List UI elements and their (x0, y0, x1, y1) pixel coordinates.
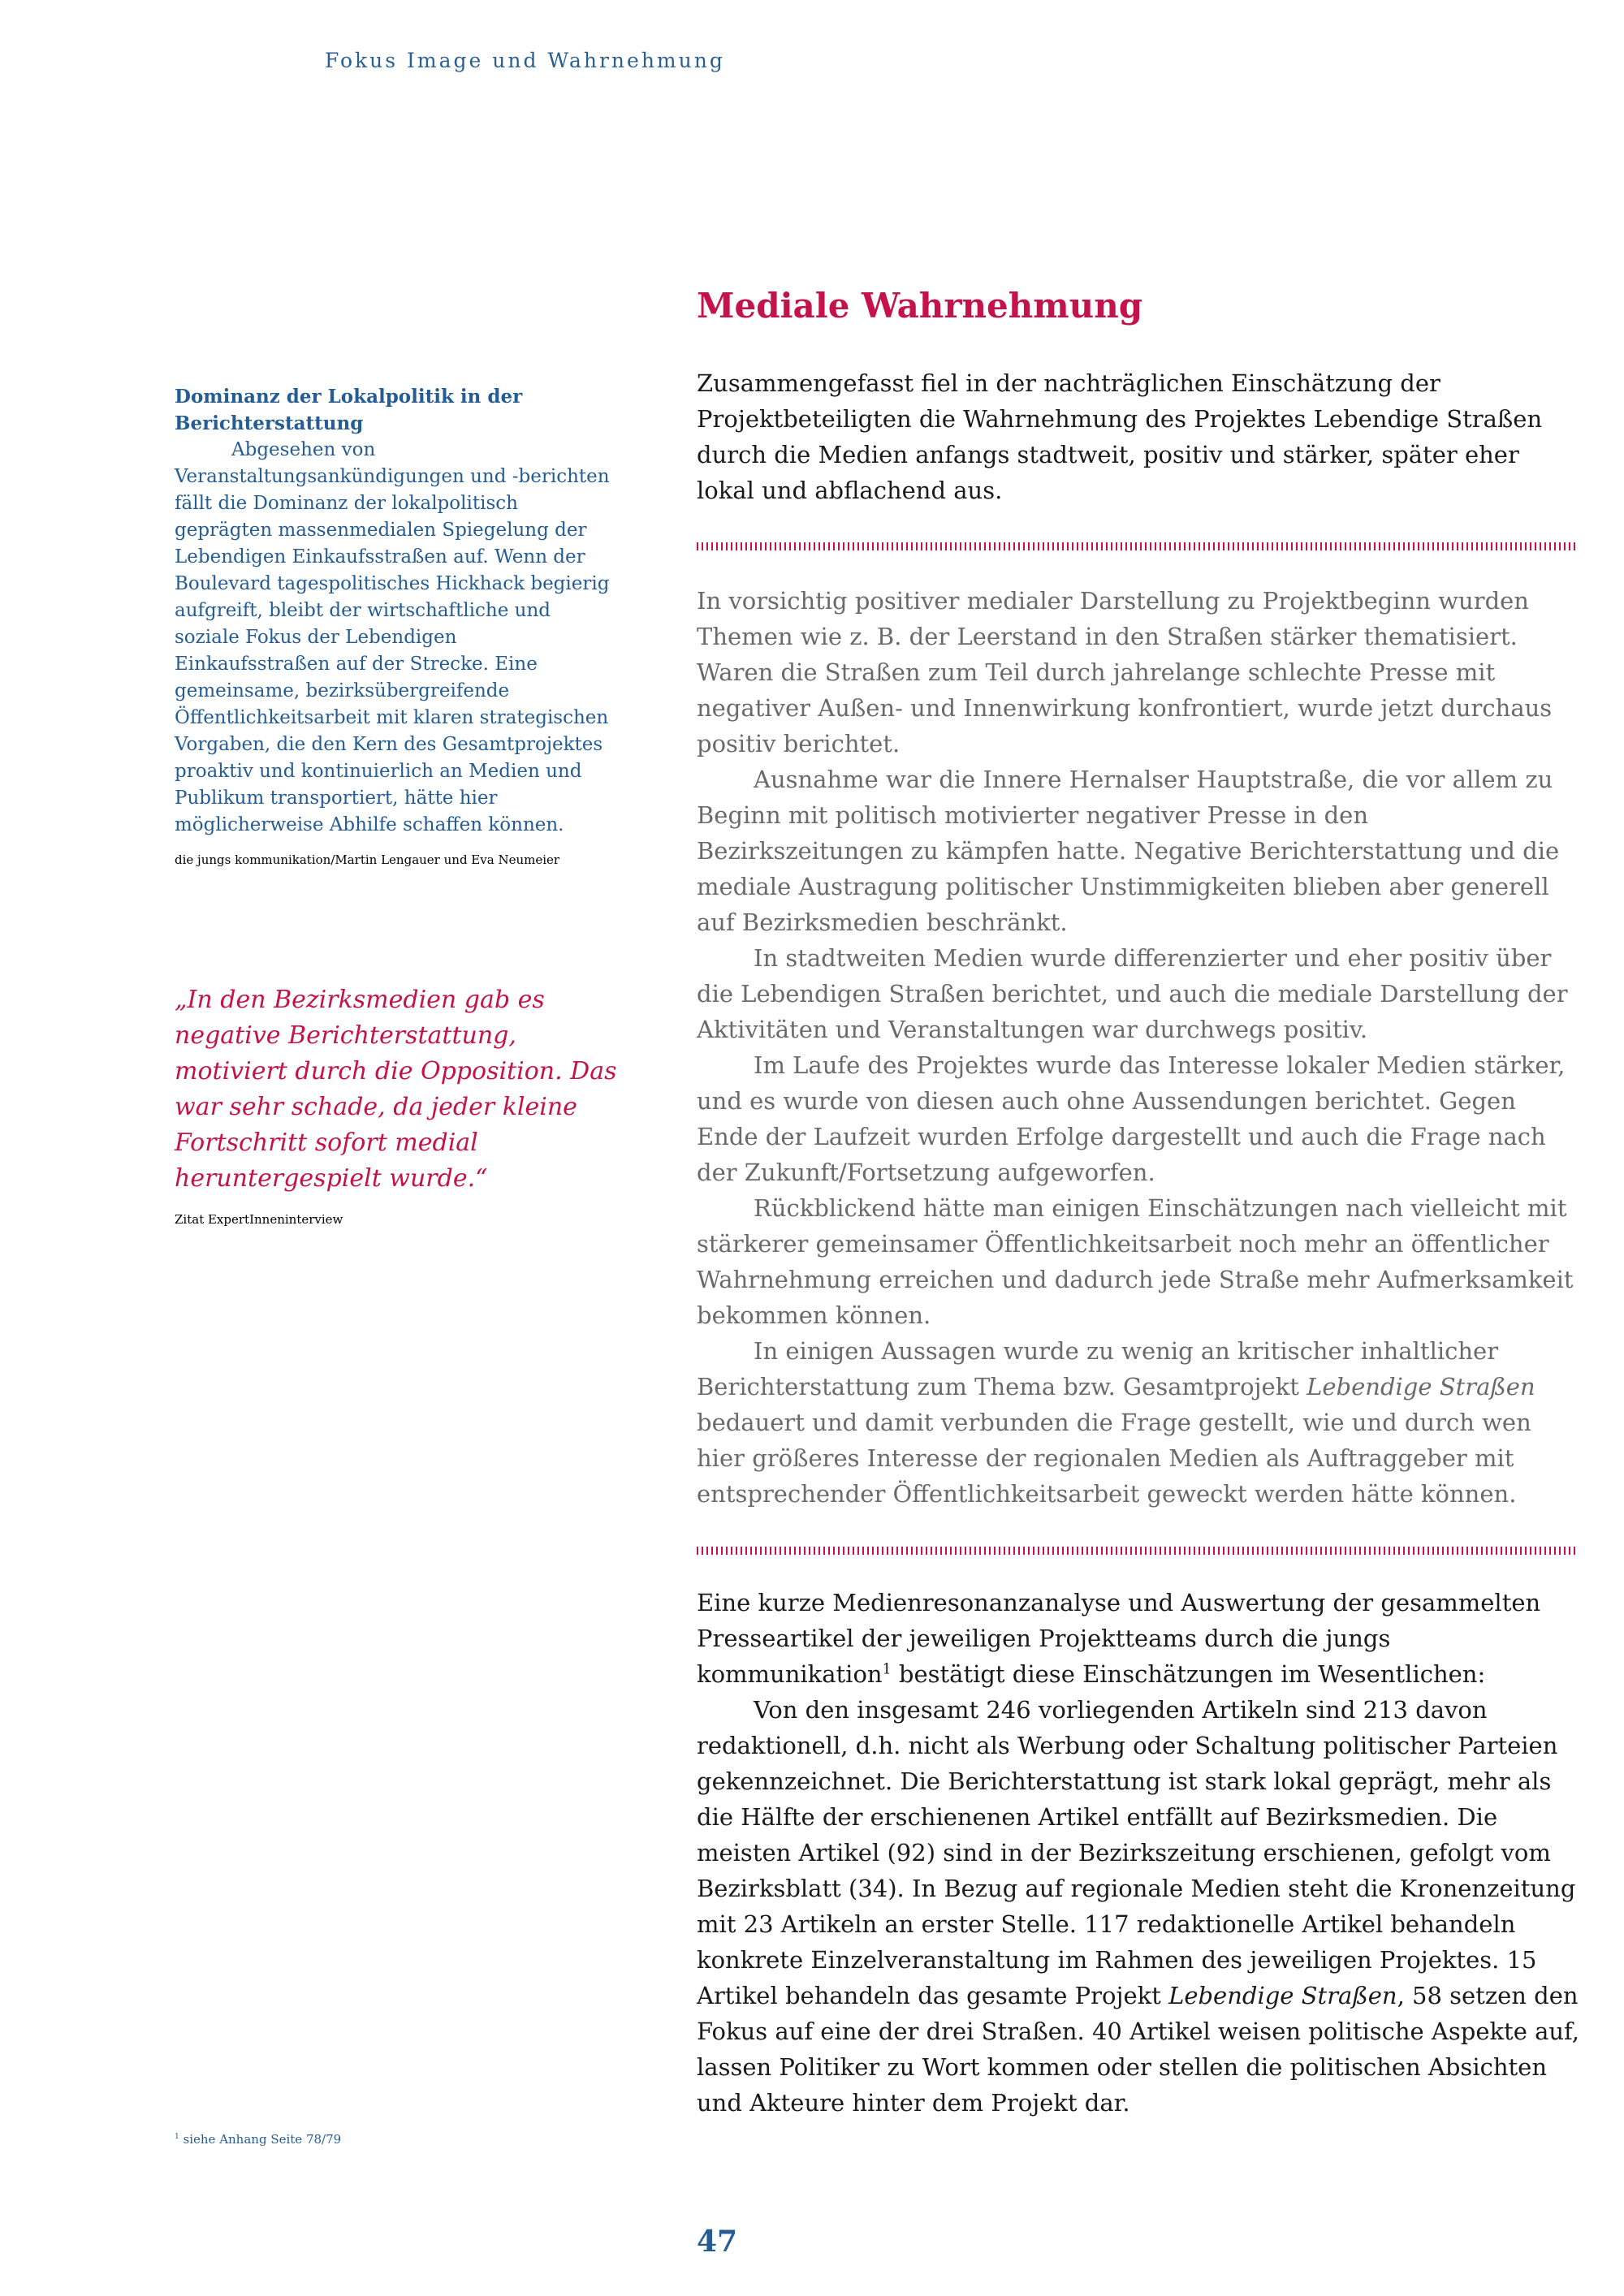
text-run: Von den insgesamt 246 vorliegenden Artikeln sind 213 davon redaktionell, d.h. nicht als Werbung oder Schaltung politischer Parteien gekennzeichnet. Die Berichterstattung ist stark lokal geprägt, mehr als die Hälfte der erschienenen Artikel entfällt auf Bezirksmedien. Die meisten Artikel (92) sind in der Bezirkszeitung erschienen, gefolgt vom Bezirksblatt (34). In Bezug auf regionale Medien steht die Kronenzeitung mit 23 Artikeln an erster Stelle. 117 redaktionelle Artikel behandeln konkrete Einzelveranstaltung im Rahmen des jeweiligen Projektes. 15 Artikel behandeln das gesamte Projekt (697, 1696, 1576, 2009)
footnote-marker: 1 (175, 2133, 179, 2141)
paragraph: Rückblickend hätte man einigen Einschätzungen nach vielleicht mit stärkerer gemeinsamer Öffentlichkeitsarbeit noch mehr an öffentlicher Wahrnehmung erreichen und dadurch jede Straße mehr Aufmerksamkeit bekommen können. (697, 1194, 1574, 1329)
section-3-body (697, 1585, 1582, 2121)
project-name-italic: Lebendige Straßen (1307, 1373, 1535, 1400)
sidebar-credit: die jungs kommunikation/Martin Lengauer und Eva Neumeier (175, 852, 560, 867)
divider-2 (697, 1547, 1575, 1555)
sidebar-paragraph: Abgesehen von Veranstaltungsankündigungen und -berichten fällt die Dominanz der lokalpolitisch geprägten massenmedialen Spiegelung der Lebendigen Einkaufsstraßen auf. Wenn der Boulevard tagespolitisches Hickhack begierig aufgreift, bleibt der wirtschaftliche und soziale Fokus der Lebendigen Einkaufsstraßen auf der Strecke. Eine gemeinsame, bezirksübergreifende Öffentlichkeitsarbeit mit klaren strategischen Vorgaben, die den Kern des Gesamtprojektes proaktiv und kontinuierlich an Medien und Publikum transportiert, hätte hier möglicherweise Abhilfe schaffen können. (175, 439, 610, 835)
text-run: bestätigt diese Einschätzungen im Wesentlichen: (898, 1660, 1486, 1688)
footnote-ref: 1 (882, 1661, 892, 1678)
page-number: 47 (697, 2225, 738, 2259)
text-run: In einigen Aussagen wurde zu wenig an kritischer inhaltlicher Berichterstattung zum Thema bzw. Gesamtprojekt (697, 1337, 1499, 1400)
paragraph: Ausnahme war die Innere Hernalser Hauptstraße, die vor allem zu Beginn mit politisch motivierter negativer Presse in den Bezirkszeitungen zu kämpfen hatte. Negative Berichterstattung und die mediale Austragung politischer Unstimmigkeiten blieben aber generell auf Bezirksmedien beschränkt. (697, 766, 1560, 936)
paragraph: In vorsichtig positiver medialer Darstellung zu Projektbeginn wurden Themen wie z. B. der Leerstand in den Straßen stärker thematisiert. Waren die Straßen zum Teil durch jahrelange schlechte Presse mit negativer Außen- und Innenwirkung konfrontiert, wurde jetzt durchaus positiv berichtet. (697, 587, 1553, 757)
running-header: Fokus Image und Wahrnehmung (325, 49, 725, 72)
pull-quote: „In den Bezirksmedien gab es negative Berichterstattung, motiviert durch die Opposition. Das war sehr schade, da jeder kleine Fortschritt sofort medial heruntergespielt wurde.“ (175, 986, 617, 1193)
section-2-body (697, 583, 1582, 1512)
paragraph (697, 1692, 1582, 2121)
footnote-text: siehe Anhang Seite 78/79 (183, 2132, 342, 2147)
text-run: , 58 setzen den Fokus auf eine der drei Straßen. 40 Artikel weisen politische Aspekte auf, lassen Politiker zu Wort kommen oder stellen die politischen Absichten und Akteure hinter dem Projekt dar. (697, 1982, 1579, 2117)
sidebar-heading: Dominanz der Lokalpolitik in der Berichterstattung (175, 386, 523, 434)
paragraph: Im Laufe des Projektes wurde das Interesse lokaler Medien stärker, und es wurde von diesen auch ohne Aussendungen berichtet. Gegen Ende der Laufzeit wurden Erfolge dargestellt und auch die Frage nach der Zukunft/Fortsetzung aufgeworfen. (697, 1051, 1566, 1186)
paragraph (697, 1585, 1582, 1692)
footnote (175, 2132, 341, 2147)
paragraph (697, 1333, 1582, 1512)
paragraph: In stadtweiten Medien wurde differenzierter und eher positiv über die Lebendigen Straßen berichtet, und auch die mediale Darstellung der Aktivitäten und Veranstaltungen war durchwegs positiv. (697, 944, 1568, 1043)
quote-source: Zitat ExpertInneninterview (175, 1212, 343, 1227)
divider-1 (697, 542, 1575, 550)
text-run: bedauert und damit verbunden die Frage gestellt, wie und durch wen hier größeres Interesse der regionalen Medien als Auftraggeber mit entsprechender Öffentlichkeitsarbeit geweckt werden hätte können. (697, 1409, 1531, 1508)
lead-text: Zusammengefasst fiel in der nachträglichen Einschätzung der Projektbeteiligten die Wahrnehmung des Projektes Lebendige Straßen durch die Medien anfangs stadtweit, positiv und stärker, später eher lokal und abflachend aus. (697, 369, 1543, 504)
sidebar-body (175, 437, 613, 839)
sidebar-note (175, 383, 613, 868)
text-run: Eine kurze Medienresonanzanalyse und Auswertung der gesammelten Presseartikel der jeweiligen Projektteams durch die jungs kommunikation (697, 1589, 1541, 1688)
lead-paragraph (697, 365, 1582, 508)
project-name-italic: Lebendige Straßen (1168, 1982, 1397, 2009)
section-title: Mediale Wahrnehmung (697, 286, 1143, 326)
